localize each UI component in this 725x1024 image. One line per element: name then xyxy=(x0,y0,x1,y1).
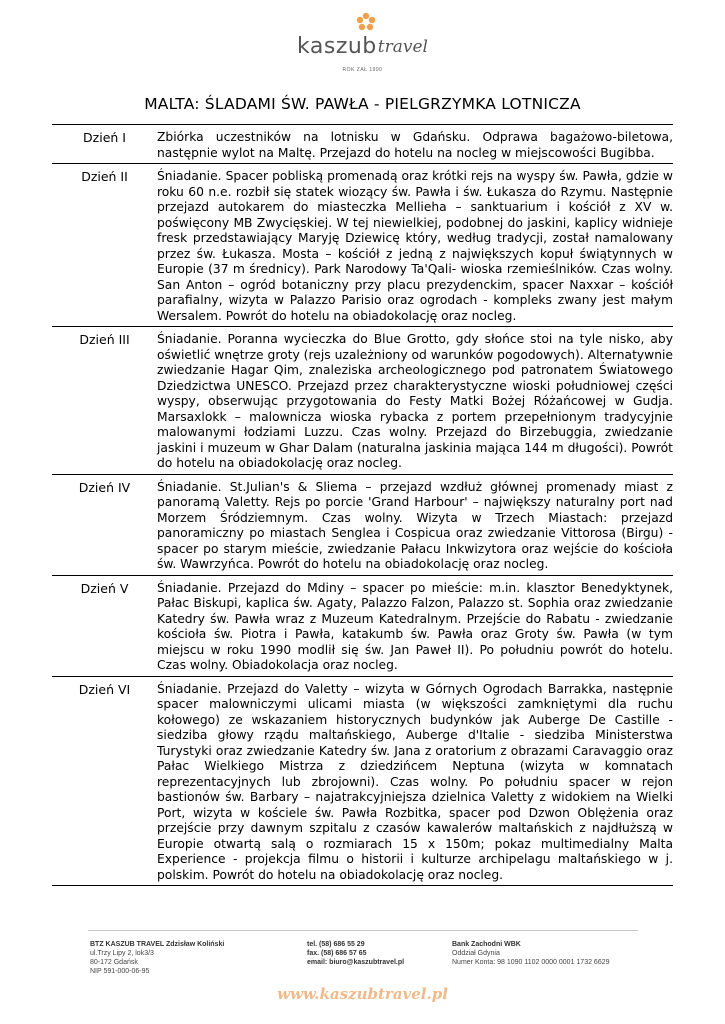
day-label: Dzień VI xyxy=(78,681,131,697)
day-description: Śniadanie. Przejazd do Mdiny – spacer po mieście: m.in. klasztor Benedyktynek, Pałac Biskupi, kaplica św. Agaty, Palazzo Falzon, Palazzo st. Sophia oraz zwiedzanie Katedry św. Pawła wraz z Muzeum Katedralnym. Przejście do Rabatu - zwiedzanie kościoła św. Piotra i Pawła, katakumb św. Pawła oraz Groty św. Pawła (w tym miejscu w roku 1990 modlił się św. Jan Paweł II). Po południu powrót do hotelu. Czas wolny. Obiadokolacja oraz nocleg. xyxy=(157,580,673,672)
company-name: BTZ KASZUB TRAVEL Zdzisław Koliński xyxy=(90,941,225,948)
bank-account: Numer Konta: 98 1090 1102 0000 0001 1732 6629 xyxy=(452,959,610,966)
logo-word: kaszub xyxy=(297,34,377,59)
company-city: 80-172 Gdańsk xyxy=(90,959,138,966)
footer-company xyxy=(90,940,224,976)
company-logo xyxy=(0,18,725,73)
bank-name: Bank Zachodni WBK xyxy=(452,941,521,948)
footer-divider xyxy=(88,930,638,931)
day-description: Śniadanie. Spacer pobliską promenadą oraz krótki rejs na wyspy św. Pawła, gdzie w roku 60 n.e. rozbił się statek wiozący św. Pawła i św. Łukasza do Rzymu. Następnie przejazd autokarem do miasteczka Mellieha – sanktuarium i kościół z XV w. poświęcony MB Zwycięskiej. W tej niewielkiej, podobnej do jaskini, kaplicy widnieje fresk przedstawiający Maryję Dziewicę który, według tradycji, został namalowany przez św. Łukasza. Mosta – kościół z jedną z największych kopuł świątynnych w Europie (37 m średnicy). Park Narodowy Ta'Qali- wioska rzemieślników. Czas wolny. San Anton – ogród botaniczny przy placu prezydenckim, spacer Naxxar – kościół parafialny, wizyta w Palazzo Parisio oraz ogrodach - kompleks zwany jest małym Wersalem. Powrót do hotelu na obiadokolację oraz nocleg. xyxy=(157,169,673,323)
day-label: Dzień III xyxy=(79,332,130,347)
day-description: Śniadanie. St.Julian's & Sliema – przejazd wzdłuż głównej promenady miast z panoramą Valetty. Rejs po porcie 'Grand Harbour' – największy naturalny port nad Morzem Śródziemnym. Czas wolny. Wizyta w Trzech Miastach: przejazd panoramiczny po miastach Senglea i Cospicua oraz zwiedzanie Vittorosa (Birgu) - spacer po starym mieście, zwiedzanie Pałacu Inkwizytora oraz wejście do kościoła św. Wawrzyńca. Powrót do hotelu na obiadokolację oraz nocleg. xyxy=(157,479,673,571)
itinerary-row xyxy=(52,125,673,164)
footer-bank xyxy=(452,940,610,967)
contact-tel: tel. (58) 686 55 29 xyxy=(307,941,365,948)
logo-since: ROK ZAŁ 1990 xyxy=(342,67,383,73)
footer-contact xyxy=(307,940,404,967)
day-label: Dzień II xyxy=(81,169,128,184)
itinerary-table xyxy=(52,124,673,886)
logo-script: travel xyxy=(377,37,428,57)
itinerary-row xyxy=(52,576,673,677)
itinerary-row xyxy=(52,677,673,887)
flower-logo-icon xyxy=(355,12,377,34)
day-description: Śniadanie. Przejazd do Valetty – wizyta w Górnych Ogrodach Barrakka, następnie spacer malowniczymi ulicami miasta (w większości zamkniętymi dla ruchu kołowego) ze wskazaniem historycznych budynków jak Auberge De Castille - siedziba głowy rządu maltańskiego, Auberge d'Italie - siedziba Ministerstwa Turystyki oraz zwiedzanie Katedry św. Jana z oratorium z obrazami Caravaggio oraz Pałac Wielkiego Mistrza z dziedzińcem Neptuna (wizyta w komnatach reprezentacyjnych lub zbrojowni). Czas wolny. Po południu spacer w rejon bastionów św. Barbary – najatrakcyjniejsza dzielnica Valetty z widokiem na Wielki Port, wizyta w kościele św. Pawła Rozbitka, spacer pod Dzwon Oblężenia oraz przejście przy dawnym szpitalu z czasów kawalerów maltańskich z najdłuższą w Europie otwartą salą o rozmiarach 15 x 150m; pokaz multimedialny Malta Experience - projekcja filmu o historii i kulturze archipelagu maltańskiego w j. polskim. Powrót do hotelu na obiadokolację oraz nocleg. xyxy=(157,681,673,882)
company-street: ul.Trzy Lipy 2, lok3/3 xyxy=(90,950,154,957)
website-link[interactable]: www.kaszubtravel.pl xyxy=(277,985,448,1003)
bank-branch: Oddział Gdynia xyxy=(452,950,500,957)
day-label: Dzień V xyxy=(80,580,129,596)
day-description: Śniadanie. Poranna wycieczka do Blue Grotto, gdy słońce stoi na tyle nisko, aby oświetlić wnętrze groty (rejs uzależniony od warunków pogodowych). Alternatywnie zwiedzanie Hagar Qim, znaleziska archeologicznego pod patronatem Światowego Dziedzictwa UNESCO. Przejazd przez charakterystyczne wioski południowej części wyspy, obserwując przygotowania do Festy Matki Bożej Różańcowej w Gudja. Marsaxlokk – malownicza wioska rybacka z portem przepełnionym tradycyjnie malowanymi łodziami Luzzu. Czas wolny. Przejazd do Birzebuggia, zwiedzanie jaskini i muzeum w Ghar Dalam (naturalna jaskinia mająca 144 m długości). Powrót do hotelu na obiadokolację oraz nocleg. xyxy=(157,332,673,470)
itinerary-row xyxy=(52,164,673,327)
day-description: Zbiórka uczestników na lotnisku w Gdańsku. Odprawa bagażowo-biletowa, następnie wylot na Maltę. Przejazd do hotelu na nocleg w miejscowości Bugibba. xyxy=(157,130,673,160)
contact-fax: fax. (58) 686 57 65 xyxy=(307,950,367,957)
itinerary-row xyxy=(52,327,673,475)
day-label: Dzień IV xyxy=(78,479,131,495)
day-label: Dzień I xyxy=(83,130,126,145)
company-nip: NIP 591-000-06-95 xyxy=(90,968,150,975)
itinerary-row xyxy=(52,475,673,576)
contact-email[interactable]: email: biuro@kaszubtravel.pl xyxy=(307,959,405,966)
page-title: MALTA: ŚLADAMI ŚW. PAWŁA - PIELGRZYMKA LOTNICZA xyxy=(144,95,581,113)
